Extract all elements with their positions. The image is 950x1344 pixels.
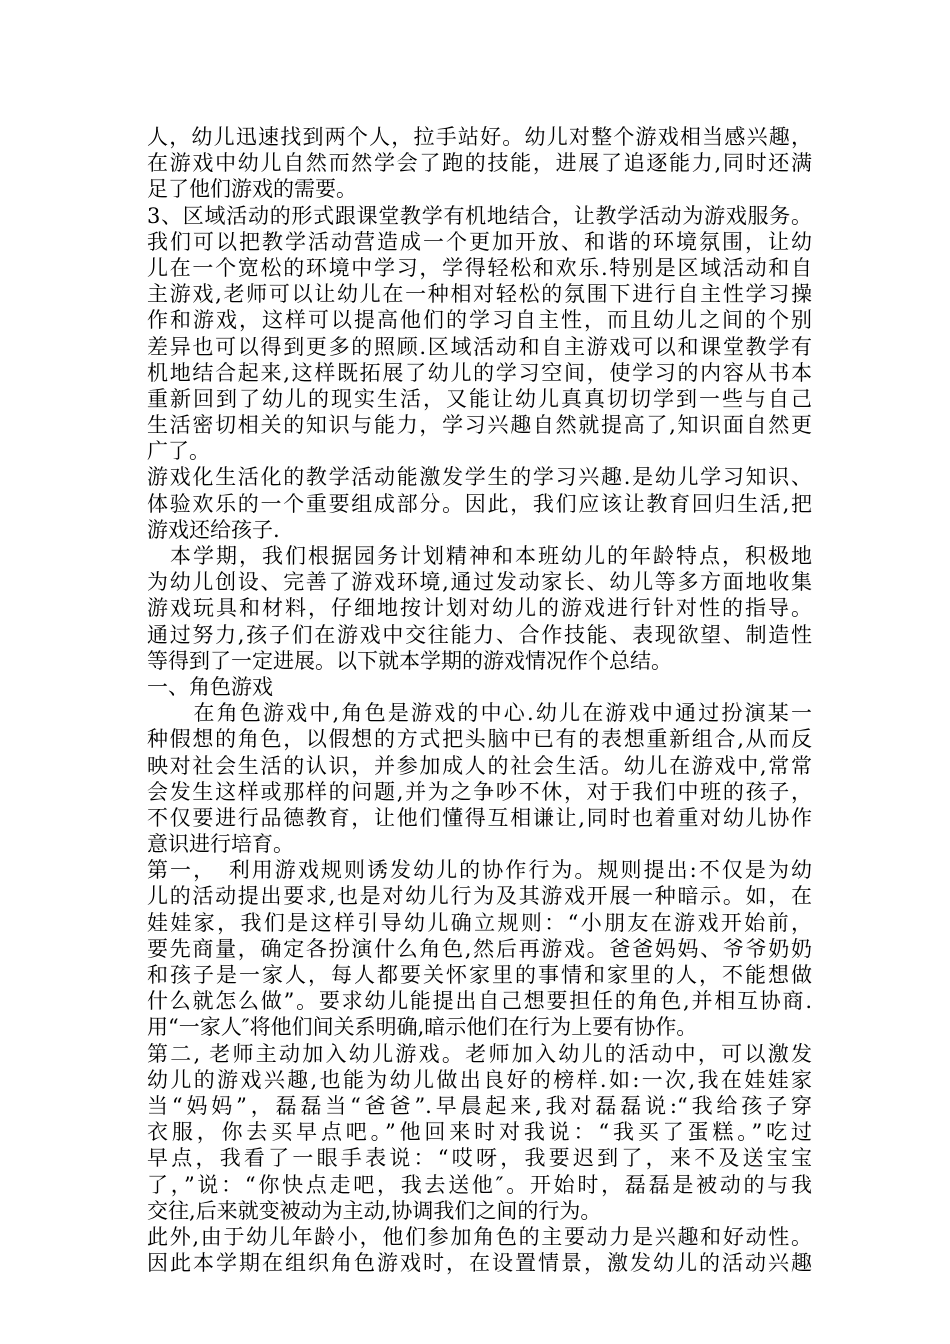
- text-line: 会发生这样或那样的问题,并为之争吵不休，对于我们中班的孩子，: [147, 779, 812, 804]
- text-line: 主游戏,老师可以让幼儿在一种相对轻松的氛围下进行自主性学习操: [147, 282, 812, 307]
- text-line: 意识进行培育。: [147, 832, 294, 857]
- text-line: 幼儿的游戏兴趣,也能为幼儿做出良好的榜样.如:一次,我在娃娃家: [147, 1067, 812, 1092]
- text-line: 第二, 老师主动加入幼儿游戏。老师加入幼儿的活动中，可以激发: [147, 1041, 812, 1066]
- text-line: 当“妈妈”，磊磊当“爸爸”.早晨起来,我对磊磊说:“我给孩子穿: [147, 1093, 812, 1118]
- text-line: 了，”说：“你快点走吧，我去送他″。开始时，磊磊是被动的与我: [147, 1172, 812, 1197]
- text-line: 我们可以把教学活动营造成一个更加开放、和谐的环境氛围，让幼: [147, 229, 812, 254]
- text-line: 娃娃家，我们是这样引导幼儿确立规则：“小朋友在游戏开始前，: [147, 910, 812, 935]
- text-line: 衣服，你去买早点吧。”他回来时对我说：“我买了蛋糕。”吃过: [147, 1120, 812, 1145]
- text-line: 种假想的角色，以假想的方式把头脑中已有的表想重新组合,从而反: [147, 727, 812, 752]
- text-line: 要先商量，确定各扮演什么角色,然后再游戏。爸爸妈妈、爷爷奶奶: [147, 936, 812, 961]
- text-line: 因此本学期在组织角色游戏时，在设置情景，激发幼儿的活动兴趣: [147, 1251, 812, 1276]
- text-line: 映对社会生活的认识，并参加成人的社会生活。幼儿在游戏中,常常: [147, 753, 812, 778]
- text-line: 生活密切相关的知识与能力，学习兴趣自然就提高了,知识面自然更: [147, 413, 812, 438]
- text-line: 人，幼儿迅速找到两个人，拉手站好。幼儿对整个游戏相当感兴趣，: [147, 125, 812, 149]
- text-line: 通过努力,孩子们在游戏中交往能力、合作技能、表现欲望、制造性: [147, 622, 812, 647]
- text-line: 差异也可以得到更多的照顾.区域活动和自主游戏可以和课堂教学有: [147, 334, 812, 359]
- text-line: 在游戏中幼儿自然而然学会了跑的技能，进展了追逐能力,同时还满: [147, 151, 812, 176]
- text-line: 游戏玩具和材料，仔细地按计划对幼儿的游戏进行针对性的指导。: [147, 596, 812, 621]
- text-line: 在角色游戏中,角色是游戏的中心.幼儿在游戏中通过扮演某一: [147, 701, 812, 726]
- section-heading: 一、角色游戏: [147, 674, 273, 699]
- text-line: 重新回到了幼儿的现实生活，又能让幼儿真真切切学到一些与自己: [147, 386, 812, 411]
- text-line: 什么就怎么做”。要求幼儿能提出自己想要担任的角色,并相互协商.: [147, 989, 812, 1014]
- text-line: 此外,由于幼儿年龄小，他们参加角色的主要动力是兴趣和好动性。: [147, 1224, 812, 1249]
- text-line: 儿的活动提出要求,也是对幼儿行为及其游戏开展一种暗示。如，在: [147, 884, 812, 909]
- text-line: 游戏化生活化的教学活动能激发学生的学习兴趣.是幼儿学习知识、: [147, 465, 812, 490]
- text-line: 儿在一个宽松的环境中学习，学得轻松和欢乐.特别是区域活动和自: [147, 255, 812, 280]
- text-line: 为幼儿创设、完善了游戏环境,通过发动家长、幼儿等多方面地收集: [147, 570, 812, 595]
- text-line: 等得到了一定进展。以下就本学期的游戏情况作个总结。: [147, 648, 672, 673]
- text-line: 用“一家人″将他们间关系明确,暗示他们在行为上要有协作。: [147, 1015, 698, 1040]
- text-line: 广了。: [147, 439, 210, 464]
- text-line: 足了他们游戏的需要。: [147, 177, 357, 202]
- text-line: 3、区域活动的形式跟课堂教学有机地结合，让教学活动为游戏服务。: [147, 203, 812, 228]
- text-line: 早点，我看了一眼手表说：“哎呀，我要迟到了，来不及送宝宝: [147, 1146, 812, 1171]
- text-line: 机地结合起来,这样既拓展了幼儿的学习空间，使学习的内容从书本: [147, 360, 812, 385]
- text-line: 第一， 利用游戏规则诱发幼儿的协作行为。规则提出:不仅是为幼: [147, 858, 812, 883]
- text-line: 和孩子是一家人，每人都要关怀家里的事情和家里的人，不能想做: [147, 963, 812, 987]
- text-line: 体验欢乐的一个重要组成部分。因此，我们应该让教育回归生活,把: [147, 491, 812, 516]
- text-line: 交往,后来就变被动为主动,协调我们之间的行为。: [147, 1198, 602, 1223]
- text-line: 作和游戏，这样可以提高他们的学习自主性，而且幼儿之间的个别: [147, 308, 812, 333]
- text-line: 游戏还给孩子.: [147, 517, 280, 542]
- document-page: [147, 124, 812, 1276]
- text-line: 本学期，我们根据园务计划精神和本班幼儿的年龄特点，积极地: [147, 544, 812, 568]
- text-line: 不仅要进行品德教育，让他们懂得互相谦让,同时也着重对幼儿协作: [147, 805, 812, 830]
